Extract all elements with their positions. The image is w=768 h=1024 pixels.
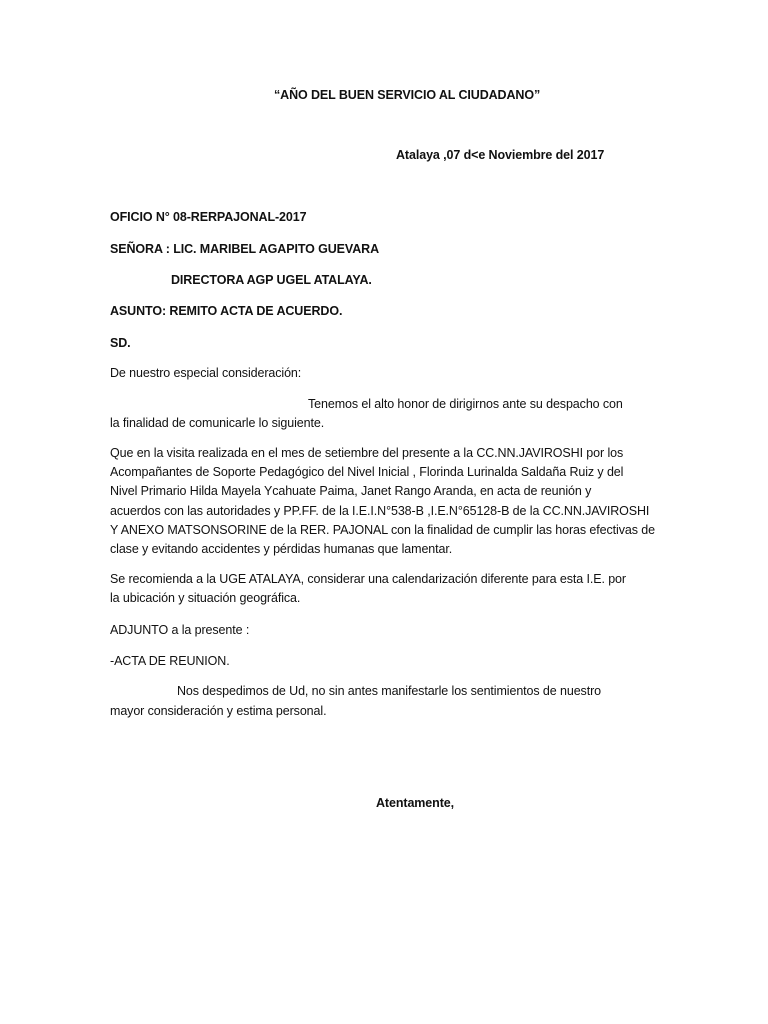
recipient-line: SEÑORA : LIC. MARIBEL AGAPITO GUEVARA	[110, 242, 379, 256]
salutation: De nuestro especial consideración:	[110, 366, 302, 380]
recommendation-line: la ubicación y situación geográfica.	[110, 591, 301, 606]
attachment-item: -ACTA DE REUNION.	[110, 654, 230, 668]
body-line: Acompañantes de Soporte Pedagógico del Nivel Inicial , Florinda Lurinalda Saldaña Ruiz y del	[110, 465, 624, 480]
intro-line-2: la finalidad de comunicarle lo siguiente.	[110, 416, 325, 430]
intro-line-1: Tenemos el alto honor de dirigirnos ante su despacho con	[308, 397, 623, 411]
subject-line: ASUNTO: REMITO ACTA DE ACUERDO.	[110, 304, 343, 318]
body-line: Y ANEXO MATSONSORINE de la RER. PAJONAL con la finalidad de cumplir las horas efectivas de	[110, 522, 655, 537]
body-paragraph	[110, 444, 655, 559]
closing-line-2: mayor consideración y estima personal.	[110, 704, 327, 718]
body-line: Que en la visita realizada en el mes de setiembre del presente a la CC.NN.JAVIROSHI por los	[110, 446, 624, 460]
recipient-title: DIRECTORA AGP UGEL ATALAYA.	[171, 273, 372, 287]
body-line: clase y evitando accidentes y pérdidas humanas que lamentar.	[110, 542, 453, 557]
body-line: Nivel Primario Hilda Mayela Ycahuate Paima, Janet Rango Aranda, en acta de reunión y	[110, 484, 592, 499]
year-motto: “AÑO DEL BUEN SERVICIO AL CIUDADANO”	[274, 88, 541, 102]
closing-line-1: Nos despedimos de Ud, no sin antes manifestarle los sentimientos de nuestro	[177, 684, 601, 698]
sd-line: SD.	[110, 336, 131, 350]
attachment-header: ADJUNTO a la presente :	[110, 623, 250, 637]
signoff: Atentamente,	[376, 796, 454, 810]
office-number: OFICIO N° 08-RERPAJONAL-2017	[110, 210, 307, 224]
recommendation-paragraph	[110, 570, 626, 608]
body-line: acuerdos con las autoridades y PP.FF. de la I.E.I.N°538-B ,I.E.N°65128-B de la CC.NN.JAVIROSHI	[110, 503, 650, 518]
place-date: Atalaya ,07 d<e Noviembre del 2017	[396, 148, 605, 162]
recommendation-line: Se recomienda a la UGE ATALAYA, considerar una calendarización diferente para esta I.E. por	[110, 572, 626, 586]
